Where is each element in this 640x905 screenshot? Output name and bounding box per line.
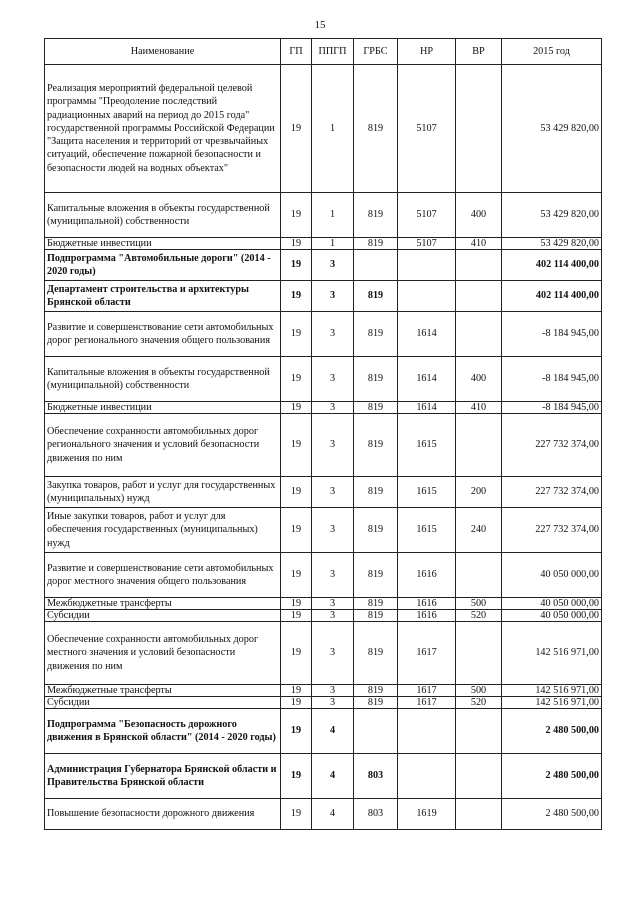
header-amount: 2015 год (502, 39, 602, 65)
cell-vr: 410 (456, 402, 502, 414)
cell-ppgp: 4 (312, 799, 354, 830)
cell-name: Бюджетные инвестиции (45, 238, 281, 250)
cell-amount: 142 516 971,00 (502, 622, 602, 685)
cell-amount: 53 429 820,00 (502, 65, 602, 193)
cell-name: Обеспечение сохранности автомобильных дорог регионального значения и условий безопасности движения по ним (45, 414, 281, 477)
header-grbs: ГРБС (354, 39, 398, 65)
cell-ppgp: 3 (312, 357, 354, 402)
table-row (45, 193, 602, 238)
cell-gp: 19 (281, 238, 312, 250)
cell-gp: 19 (281, 414, 312, 477)
cell-name: Реализация мероприятий федеральной целевой программы "Преодоление последствий радиационных аварий на период до 2015 года" государственной программы Российской Федерации "Защита населения и территорий от чрезвычайных ситуаций, обеспечение пожарной безопасности и безопасности людей на водных объектах" (45, 65, 281, 193)
table-header-row (45, 39, 602, 65)
cell-gp: 19 (281, 697, 312, 709)
cell-amount: 40 050 000,00 (502, 598, 602, 610)
cell-gp: 19 (281, 553, 312, 598)
cell-grbs: 819 (354, 281, 398, 312)
cell-ppgp: 3 (312, 414, 354, 477)
cell-gp: 19 (281, 622, 312, 685)
cell-grbs (354, 709, 398, 754)
table-row (45, 250, 602, 281)
cell-nr: 5107 (398, 193, 456, 238)
cell-nr: 1615 (398, 414, 456, 477)
cell-vr (456, 414, 502, 477)
cell-grbs: 819 (354, 685, 398, 697)
cell-name: Повышение безопасности дорожного движения (45, 799, 281, 830)
cell-gp: 19 (281, 477, 312, 508)
cell-nr: 5107 (398, 238, 456, 250)
cell-name: Департамент строительства и архитектуры Брянской области (45, 281, 281, 312)
cell-vr (456, 250, 502, 281)
cell-name: Капитальные вложения в объекты государственной (муниципальной) собственности (45, 357, 281, 402)
cell-nr: 1616 (398, 598, 456, 610)
cell-gp: 19 (281, 193, 312, 238)
table-row (45, 312, 602, 357)
cell-ppgp: 1 (312, 238, 354, 250)
cell-nr: 1616 (398, 553, 456, 598)
table-row (45, 799, 602, 830)
table-row (45, 598, 602, 610)
cell-name: Подпрограмма "Безопасность дорожного движения в Брянской области" (2014 - 2020 годы) (45, 709, 281, 754)
cell-gp: 19 (281, 598, 312, 610)
cell-grbs: 819 (354, 508, 398, 553)
cell-grbs: 819 (354, 238, 398, 250)
cell-ppgp: 3 (312, 508, 354, 553)
cell-grbs: 803 (354, 754, 398, 799)
cell-amount: 142 516 971,00 (502, 685, 602, 697)
header-vr: ВР (456, 39, 502, 65)
cell-ppgp: 4 (312, 754, 354, 799)
cell-amount: 402 114 400,00 (502, 250, 602, 281)
cell-nr: 1614 (398, 402, 456, 414)
cell-grbs: 819 (354, 553, 398, 598)
cell-vr (456, 281, 502, 312)
cell-amount: 40 050 000,00 (502, 610, 602, 622)
cell-amount: 2 480 500,00 (502, 754, 602, 799)
cell-gp: 19 (281, 709, 312, 754)
cell-gp: 19 (281, 402, 312, 414)
cell-gp: 19 (281, 799, 312, 830)
cell-amount: 227 732 374,00 (502, 414, 602, 477)
cell-gp: 19 (281, 685, 312, 697)
header-gp: ГП (281, 39, 312, 65)
table-row (45, 281, 602, 312)
cell-amount: 2 480 500,00 (502, 709, 602, 754)
cell-grbs: 819 (354, 697, 398, 709)
cell-amount: -8 184 945,00 (502, 357, 602, 402)
cell-ppgp: 3 (312, 312, 354, 357)
cell-ppgp: 3 (312, 685, 354, 697)
cell-nr (398, 250, 456, 281)
cell-vr (456, 709, 502, 754)
cell-gp: 19 (281, 250, 312, 281)
cell-name: Развитие и совершенствование сети автомобильных дорог регионального значения общего пользования (45, 312, 281, 357)
cell-amount: 227 732 374,00 (502, 477, 602, 508)
cell-nr (398, 281, 456, 312)
cell-nr: 1617 (398, 622, 456, 685)
cell-ppgp: 1 (312, 65, 354, 193)
table-row (45, 402, 602, 414)
cell-nr: 1616 (398, 610, 456, 622)
header-nr: НР (398, 39, 456, 65)
cell-ppgp: 3 (312, 402, 354, 414)
cell-ppgp: 3 (312, 697, 354, 709)
header-ppgp: ППГП (312, 39, 354, 65)
table-row (45, 238, 602, 250)
cell-ppgp: 3 (312, 477, 354, 508)
table-row (45, 477, 602, 508)
cell-amount: 40 050 000,00 (502, 553, 602, 598)
cell-vr (456, 312, 502, 357)
cell-amount: 227 732 374,00 (502, 508, 602, 553)
cell-nr: 1614 (398, 357, 456, 402)
cell-vr: 410 (456, 238, 502, 250)
budget-table (44, 38, 602, 830)
cell-vr: 520 (456, 697, 502, 709)
cell-name: Субсидии (45, 697, 281, 709)
cell-amount: 53 429 820,00 (502, 193, 602, 238)
cell-name: Закупка товаров, работ и услуг для государственных (муниципальных) нужд (45, 477, 281, 508)
cell-vr: 240 (456, 508, 502, 553)
cell-vr: 400 (456, 357, 502, 402)
table-row (45, 610, 602, 622)
cell-ppgp: 3 (312, 622, 354, 685)
cell-ppgp: 4 (312, 709, 354, 754)
cell-grbs: 819 (354, 357, 398, 402)
table-row (45, 553, 602, 598)
cell-grbs: 819 (354, 477, 398, 508)
cell-ppgp: 3 (312, 281, 354, 312)
cell-vr: 500 (456, 598, 502, 610)
cell-amount: 142 516 971,00 (502, 697, 602, 709)
cell-nr: 1614 (398, 312, 456, 357)
cell-nr: 1615 (398, 508, 456, 553)
cell-vr (456, 622, 502, 685)
cell-vr: 200 (456, 477, 502, 508)
cell-grbs: 819 (354, 65, 398, 193)
cell-gp: 19 (281, 508, 312, 553)
page-number: 15 (314, 19, 326, 31)
cell-vr: 500 (456, 685, 502, 697)
cell-ppgp: 3 (312, 553, 354, 598)
cell-name: Развитие и совершенствование сети автомобильных дорог местного значения общего пользования (45, 553, 281, 598)
cell-name: Бюджетные инвестиции (45, 402, 281, 414)
cell-gp: 19 (281, 281, 312, 312)
cell-name: Обеспечение сохранности автомобильных дорог местного значения и условий безопасности движения по ним (45, 622, 281, 685)
cell-grbs: 819 (354, 610, 398, 622)
cell-nr: 1617 (398, 685, 456, 697)
cell-amount: 402 114 400,00 (502, 281, 602, 312)
cell-vr (456, 754, 502, 799)
header-name: Наименование (45, 39, 281, 65)
cell-nr: 1615 (398, 477, 456, 508)
cell-grbs: 819 (354, 402, 398, 414)
cell-ppgp: 3 (312, 610, 354, 622)
table-row (45, 414, 602, 477)
cell-nr (398, 709, 456, 754)
cell-name: Межбюджетные трансферты (45, 685, 281, 697)
table-row (45, 697, 602, 709)
cell-nr: 1619 (398, 799, 456, 830)
cell-amount: 53 429 820,00 (502, 238, 602, 250)
cell-grbs: 819 (354, 622, 398, 685)
cell-name: Межбюджетные трансферты (45, 598, 281, 610)
table-row (45, 685, 602, 697)
cell-name: Подпрограмма "Автомобильные дороги" (2014 - 2020 годы) (45, 250, 281, 281)
cell-grbs: 819 (354, 193, 398, 238)
cell-grbs (354, 250, 398, 281)
table-row (45, 65, 602, 193)
cell-gp: 19 (281, 754, 312, 799)
cell-vr: 400 (456, 193, 502, 238)
table-row (45, 508, 602, 553)
table-row (45, 622, 602, 685)
cell-name: Капитальные вложения в объекты государственной (муниципальной) собственности (45, 193, 281, 238)
cell-amount: -8 184 945,00 (502, 312, 602, 357)
cell-grbs: 819 (354, 598, 398, 610)
table-row (45, 754, 602, 799)
cell-ppgp: 1 (312, 193, 354, 238)
cell-nr: 5107 (398, 65, 456, 193)
cell-ppgp: 3 (312, 250, 354, 281)
cell-grbs: 803 (354, 799, 398, 830)
cell-amount: -8 184 945,00 (502, 402, 602, 414)
cell-nr: 1617 (398, 697, 456, 709)
cell-gp: 19 (281, 357, 312, 402)
cell-vr (456, 553, 502, 598)
cell-name: Иные закупки товаров, работ и услуг для обеспечения государственных (муниципальных) нужд (45, 508, 281, 553)
cell-nr (398, 754, 456, 799)
cell-gp: 19 (281, 65, 312, 193)
cell-name: Администрация Губернатора Брянской области и Правительства Брянской области (45, 754, 281, 799)
cell-vr: 520 (456, 610, 502, 622)
cell-grbs: 819 (354, 414, 398, 477)
table-row (45, 709, 602, 754)
cell-vr (456, 799, 502, 830)
cell-gp: 19 (281, 610, 312, 622)
cell-vr (456, 65, 502, 193)
cell-ppgp: 3 (312, 598, 354, 610)
cell-name: Субсидии (45, 610, 281, 622)
cell-amount: 2 480 500,00 (502, 799, 602, 830)
table-row (45, 357, 602, 402)
cell-gp: 19 (281, 312, 312, 357)
cell-grbs: 819 (354, 312, 398, 357)
